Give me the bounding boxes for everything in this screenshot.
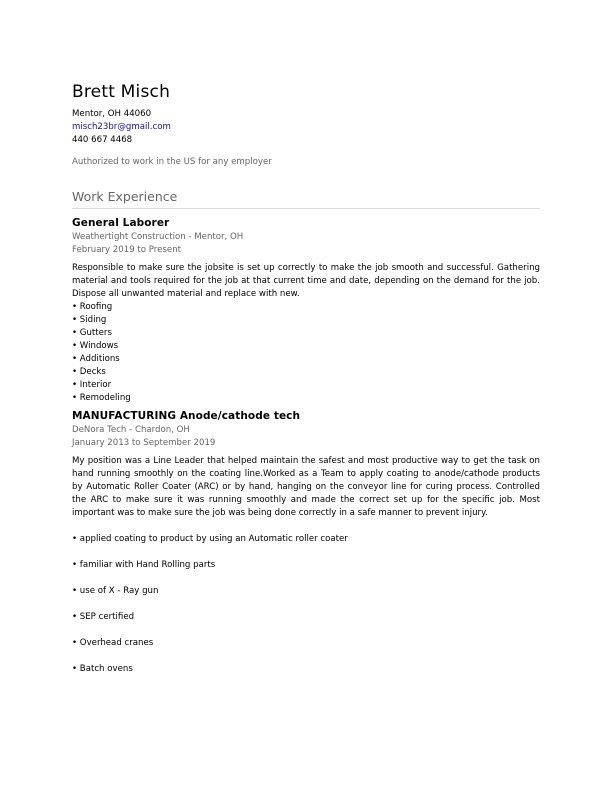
list-item: • Remodeling (72, 393, 131, 403)
list-item: • Additions (72, 354, 120, 364)
work-authorization: Authorized to work in the US for any employer (72, 157, 272, 167)
list-item: • Batch ovens (72, 664, 133, 674)
job-location: Chardon, OH (134, 425, 190, 435)
list-item: • applied coating to product by using an Automatic roller coater (72, 534, 348, 544)
list-item: • use of X - Ray gun (72, 586, 159, 596)
contact-block (72, 108, 540, 147)
location-text: Mentor, OH 44060 (72, 109, 152, 119)
job-title: General Laborer (72, 217, 170, 229)
list-item: • Decks (72, 367, 106, 377)
job-company: Weathertight Construction (72, 232, 186, 242)
job-company-line (72, 231, 540, 244)
job-description: Responsible to make sure the jobsite is set up correctly to make the job smooth and successful. Gathering material and tools required for the job at that current time and date, depending on the demand for the job. Dispose all unwanted material and replace with new. (72, 263, 540, 299)
job-company-line (72, 424, 540, 437)
list-item: • Gutters (72, 328, 112, 338)
job-entry (72, 409, 540, 676)
list-item: • familiar with Hand Rolling parts (72, 560, 216, 570)
job-bullet-list (72, 533, 540, 676)
list-item: • Roofing (72, 302, 113, 312)
list-item: • Interior (72, 380, 112, 390)
job-title: MANUFACTURING Anode/cathode tech (72, 410, 301, 422)
work-experience-heading: Work Experience (72, 189, 540, 209)
job-dates: January 2013 to September 2019 (72, 438, 216, 448)
job-entry (72, 216, 540, 405)
list-item: • SEP certified (72, 612, 135, 622)
job-description: My position was a Line Leader that helped maintain the safest and most productive way to get the task on hand running smoothly on the coating line.Worked as a Team to apply coating to anode/cathode products by Automatic Roller Coater (ARC) or by hand, hanging on the conveyor line for curing process. Controlled the ARC to make sure it was running smoothly and made the correct set up for the specific job. Most important was to make sure the job was being done correctly in a safe manner to prevent injury. (72, 456, 540, 518)
meta-separator: - (126, 425, 135, 435)
list-item: • Siding (72, 315, 107, 325)
job-location: Mentor, OH (194, 232, 244, 242)
job-dates: February 2019 to Present (72, 245, 182, 255)
job-bullet-list (72, 301, 540, 405)
list-item: • Overhead cranes (72, 638, 154, 648)
job-company: DeNora Tech (72, 425, 127, 435)
list-item: • Windows (72, 341, 119, 351)
meta-separator: - (185, 232, 195, 242)
phone-text: 440 667 4468 (72, 135, 133, 145)
candidate-name: Brett Misch (72, 82, 171, 102)
email-link[interactable]: misch23br@gmail.com (72, 122, 171, 132)
